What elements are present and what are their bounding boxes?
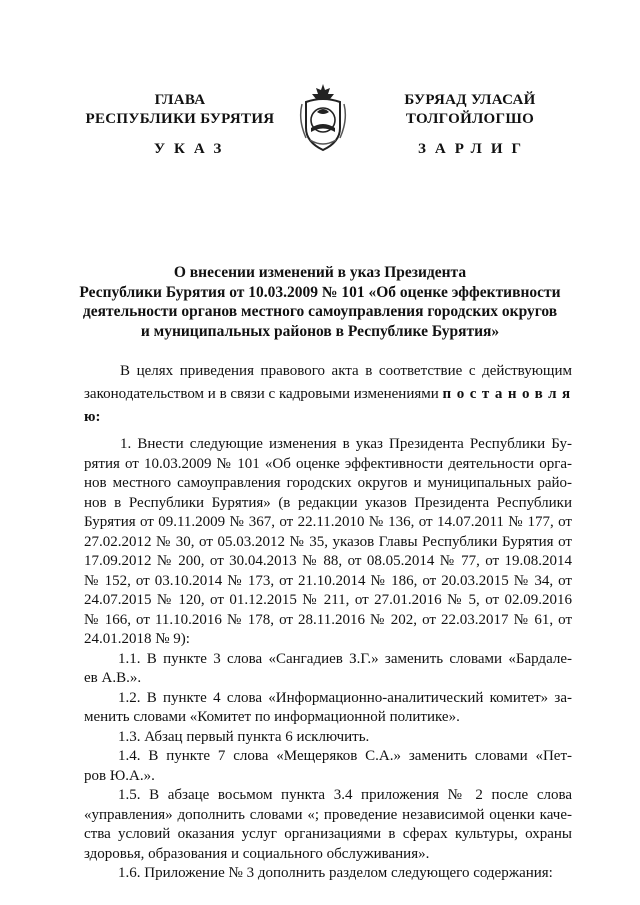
title-line: деятельности органов местного самоуправления городских округов xyxy=(82,303,558,320)
paragraph-line: 1.1. В пункте 3 слова «Сангадиев З.Г.» заменить словами «Бардале- xyxy=(118,651,572,667)
decree-type-ru: УКАЗ xyxy=(154,141,231,157)
document-title xyxy=(60,263,580,341)
paragraph-line: 1.5. В абзаце восьмом пункта 3.4 приложения № 2 после слова xyxy=(118,787,572,803)
paragraph-line: ров Ю.А.». xyxy=(84,768,155,784)
preamble-text: законодательством и в связи с кадровыми изменениями xyxy=(84,386,439,402)
issuer-bur-line2: ТОЛГОЙЛОГШО xyxy=(405,111,535,127)
paragraph-line: рятия от 10.03.2009 № 101 «Об оценке эффективности деятельности орга- xyxy=(84,456,572,472)
paragraph-line: ев А.В.». xyxy=(84,670,142,686)
coat-of-arms-emblem xyxy=(296,80,350,152)
issuer-ru-line1: ГЛАВА xyxy=(154,92,206,108)
paragraph-line: ства условий оказания услуг организациями в сферах культуры, охраны xyxy=(84,826,572,842)
paragraph-line: 27.02.2012 № 30, от 05.03.2012 № 35, указов Главы Республики Бурятия от xyxy=(84,534,572,550)
title-line: О внесении изменений в указ Президента xyxy=(173,264,467,281)
decree-word-end: ю: xyxy=(84,409,101,425)
paragraph-line: «управления» дополнить словами «; проведение независимой оценки каче- xyxy=(84,807,572,823)
paragraph-line: 1.2. В пункте 4 слова «Информационно-аналитический комитет» за- xyxy=(118,690,572,706)
paragraph-line: 24.01.2018 № 9): xyxy=(84,631,190,647)
decree-type-bur: ЗАРЛИГ xyxy=(418,141,531,157)
decree-word: постановля xyxy=(442,386,576,402)
issuer-ru-line2: РЕСПУБЛИКИ БУРЯТИЯ xyxy=(85,111,275,127)
paragraph-line: нов в Республики Бурятия» (в редакции указов Президента Республики xyxy=(84,495,572,511)
paragraph-line: 1.3. Абзац первый пункта 6 исключить. xyxy=(118,729,370,745)
issuer-bur xyxy=(380,91,560,129)
paragraph-line: нов местного самоуправления городских округов и муниципальных райо- xyxy=(84,475,572,491)
paragraph-line: № 152, от 03.10.2014 № 173, от 21.10.2014 № 186, от 20.03.2015 № 34, от xyxy=(84,573,572,589)
title-line: Республики Бурятия от 10.03.2009 № 101 «Об оценке эффективности xyxy=(79,283,561,301)
paragraph-line: менить словами «Комитет по информационной политике». xyxy=(84,709,460,725)
preamble-line: В целях приведения правового акта в соответствие с действующим xyxy=(120,363,572,379)
paragraph-line: 1.4. В пункте 7 слова «Мещеряков С.А.» заменить словами «Пет- xyxy=(118,748,572,764)
paragraph-line: 17.09.2012 № 200, от 30.04.2013 № 88, от 08.05.2014 № 77, от 19.08.2014 xyxy=(84,553,572,569)
preamble-line xyxy=(84,385,576,404)
paragraph-line: здоровья, образования и социального обслуживания». xyxy=(84,846,430,862)
paragraph-line: № 166, от 11.10.2016 № 178, от 28.11.2016 № 202, от 22.03.2017 № 61, от xyxy=(84,612,572,628)
paragraph-line: 1.6. Приложение № 3 дополнить разделом следующего содержания: xyxy=(118,865,553,881)
title-line: и муниципальных районов в Республике Бурятия» xyxy=(140,322,500,340)
paragraph-line: Бурятия от 09.11.2009 № 367, от 22.11.2010 № 136, от 14.07.2011 № 177, от xyxy=(84,514,572,530)
issuer-ru xyxy=(84,91,276,129)
paragraph-line: 24.07.2015 № 120, от 01.12.2015 № 211, от 27.01.2016 № 5, от 02.09.2016 xyxy=(84,592,572,608)
issuer-bur-line1: БУРЯАД УЛАСАЙ xyxy=(404,92,536,108)
paragraph-line: 1. Внести следующие изменения в указ Президента Республики Бу- xyxy=(120,436,572,452)
